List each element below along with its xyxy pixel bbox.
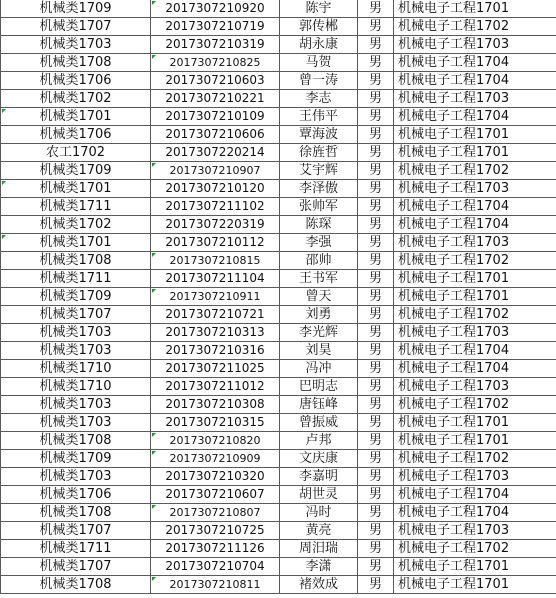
student-name-cell[interactable]: 陈琛 bbox=[280, 216, 358, 234]
student-name-cell[interactable]: 冯时 bbox=[280, 504, 358, 522]
student-id-cell[interactable]: 2017307210320 bbox=[151, 468, 280, 486]
gender-cell[interactable]: 男 bbox=[358, 36, 394, 54]
table-row bbox=[1, 468, 556, 486]
class-cell[interactable]: 机械类1708 bbox=[1, 504, 151, 522]
gender-cell[interactable]: 男 bbox=[358, 270, 394, 288]
major-class-cell[interactable]: 机械电子工程1703 bbox=[394, 324, 556, 342]
class-cell[interactable]: 机械类1702 bbox=[1, 216, 151, 234]
gender-cell[interactable]: 男 bbox=[358, 306, 394, 324]
class-cell[interactable]: 机械类1710 bbox=[1, 360, 151, 378]
student-id-cell[interactable]: 2017307210909 bbox=[151, 450, 280, 468]
student-name-cell[interactable]: 覃海波 bbox=[280, 126, 358, 144]
major-class-cell[interactable]: 机械电子工程1703 bbox=[394, 90, 556, 108]
class-cell[interactable]: 机械类1709 bbox=[1, 162, 151, 180]
major-class-cell[interactable]: 机械电子工程1704 bbox=[394, 360, 556, 378]
major-class-cell[interactable]: 机械电子工程1702 bbox=[394, 306, 556, 324]
table-row bbox=[1, 360, 556, 378]
major-class-cell[interactable]: 机械电子工程1702 bbox=[394, 396, 556, 414]
table-row bbox=[1, 342, 556, 360]
student-id-cell[interactable]: 2017307210603 bbox=[151, 72, 280, 90]
major-class-cell[interactable]: 机械电子工程1704 bbox=[394, 72, 556, 90]
table-row bbox=[1, 450, 556, 468]
class-cell[interactable]: 机械类1707 bbox=[1, 522, 151, 540]
gender-cell[interactable]: 男 bbox=[358, 180, 394, 198]
table-row bbox=[1, 198, 556, 216]
gender-cell[interactable]: 男 bbox=[358, 576, 394, 594]
table-row bbox=[1, 378, 556, 396]
class-cell[interactable]: 机械类1701 bbox=[1, 108, 151, 126]
major-class-cell[interactable]: 机械电子工程1701 bbox=[394, 414, 556, 432]
student-name-cell[interactable]: 卢邦 bbox=[280, 432, 358, 450]
student-name-cell[interactable]: 黄亮 bbox=[280, 522, 358, 540]
student-id-cell[interactable]: 2017307210221 bbox=[151, 90, 280, 108]
student-name-cell[interactable]: 艾宇辉 bbox=[280, 162, 358, 180]
table-row bbox=[1, 0, 556, 18]
gender-cell[interactable]: 男 bbox=[358, 378, 394, 396]
gender-cell[interactable]: 男 bbox=[358, 198, 394, 216]
student-id-cell[interactable]: 2017307220319 bbox=[151, 216, 280, 234]
table-row bbox=[1, 486, 556, 504]
student-name-cell[interactable]: 曾振威 bbox=[280, 414, 358, 432]
student-name-cell[interactable]: 张帅军 bbox=[280, 198, 358, 216]
gender-cell[interactable]: 男 bbox=[358, 126, 394, 144]
major-class-cell[interactable]: 机械电子工程1701 bbox=[394, 432, 556, 450]
major-class-cell[interactable]: 机械电子工程1704 bbox=[394, 504, 556, 522]
student-id-cell[interactable]: 2017307210719 bbox=[151, 18, 280, 36]
gender-cell[interactable]: 男 bbox=[358, 450, 394, 468]
student-name-cell[interactable]: 刘昊 bbox=[280, 342, 358, 360]
table-row bbox=[1, 72, 556, 90]
table-row bbox=[1, 504, 556, 522]
class-cell[interactable]: 机械类1707 bbox=[1, 558, 151, 576]
student-id-cell[interactable]: 2017307211102 bbox=[151, 198, 280, 216]
student-name-cell[interactable]: 李强 bbox=[280, 234, 358, 252]
student-name-cell[interactable]: 王伟平 bbox=[280, 108, 358, 126]
student-id-cell[interactable]: 2017307210911 bbox=[151, 288, 280, 306]
table-row bbox=[1, 54, 556, 72]
gender-cell[interactable]: 男 bbox=[358, 216, 394, 234]
table-row bbox=[1, 270, 556, 288]
student-id-cell[interactable]: 2017307210807 bbox=[151, 504, 280, 522]
student-name-cell[interactable]: 胡世灵 bbox=[280, 486, 358, 504]
student-id-cell[interactable]: 2017307210607 bbox=[151, 486, 280, 504]
student-name-cell[interactable]: 李志 bbox=[280, 90, 358, 108]
major-class-cell[interactable]: 机械电子工程1703 bbox=[394, 234, 556, 252]
class-cell[interactable]: 机械类1711 bbox=[1, 540, 151, 558]
class-cell[interactable]: 机械类1706 bbox=[1, 126, 151, 144]
gender-cell[interactable]: 男 bbox=[358, 90, 394, 108]
student-id-cell[interactable]: 2017307210319 bbox=[151, 36, 280, 54]
class-cell[interactable]: 机械类1706 bbox=[1, 486, 151, 504]
class-cell[interactable]: 机械类1708 bbox=[1, 252, 151, 270]
student-id-cell[interactable]: 2017307210313 bbox=[151, 324, 280, 342]
major-class-cell[interactable]: 机械电子工程1703 bbox=[394, 36, 556, 54]
gender-cell[interactable]: 男 bbox=[358, 288, 394, 306]
gender-cell[interactable]: 男 bbox=[358, 468, 394, 486]
major-class-cell[interactable]: 机械电子工程1704 bbox=[394, 108, 556, 126]
table-row bbox=[1, 576, 556, 594]
gender-cell[interactable]: 男 bbox=[358, 324, 394, 342]
major-class-cell[interactable]: 机械电子工程1703 bbox=[394, 468, 556, 486]
major-class-cell[interactable]: 机械电子工程1701 bbox=[394, 576, 556, 594]
major-class-cell[interactable]: 机械电子工程1702 bbox=[394, 162, 556, 180]
student-id-cell[interactable]: 2017307210907 bbox=[151, 162, 280, 180]
class-cell[interactable]: 机械类1703 bbox=[1, 468, 151, 486]
gender-cell[interactable]: 男 bbox=[358, 342, 394, 360]
major-class-cell[interactable]: 机械电子工程1703 bbox=[394, 522, 556, 540]
major-class-cell[interactable]: 机械电子工程1701 bbox=[394, 270, 556, 288]
student-name-cell[interactable]: 曾天 bbox=[280, 288, 358, 306]
gender-cell[interactable]: 男 bbox=[358, 162, 394, 180]
major-class-cell[interactable]: 机械电子工程1702 bbox=[394, 18, 556, 36]
table-row bbox=[1, 522, 556, 540]
student-name-cell[interactable]: 李潇 bbox=[280, 558, 358, 576]
class-cell[interactable]: 机械类1703 bbox=[1, 414, 151, 432]
class-cell[interactable]: 机械类1703 bbox=[1, 396, 151, 414]
student-name-cell[interactable]: 唐钰峰 bbox=[280, 396, 358, 414]
major-class-cell[interactable]: 机械电子工程1703 bbox=[394, 180, 556, 198]
class-cell[interactable]: 机械类1702 bbox=[1, 90, 151, 108]
gender-cell[interactable]: 男 bbox=[358, 396, 394, 414]
gender-cell[interactable]: 男 bbox=[358, 0, 394, 18]
table-row bbox=[1, 324, 556, 342]
gender-cell[interactable]: 男 bbox=[358, 72, 394, 90]
student-id-cell[interactable]: 2017307210811 bbox=[151, 576, 280, 594]
student-name-cell[interactable]: 文庆康 bbox=[280, 450, 358, 468]
student-name-cell[interactable]: 胡永康 bbox=[280, 36, 358, 54]
major-class-cell[interactable]: 机械电子工程1702 bbox=[394, 252, 556, 270]
gender-cell[interactable]: 男 bbox=[358, 486, 394, 504]
student-id-cell[interactable]: 2017307210120 bbox=[151, 180, 280, 198]
student-id-cell[interactable]: 2017307210920 bbox=[151, 0, 280, 18]
student-id-cell[interactable]: 2017307210112 bbox=[151, 234, 280, 252]
gender-cell[interactable]: 男 bbox=[358, 522, 394, 540]
table-row bbox=[1, 144, 556, 162]
table-body bbox=[1, 0, 556, 594]
major-class-cell[interactable]: 机械电子工程1704 bbox=[394, 486, 556, 504]
gender-cell[interactable]: 男 bbox=[358, 18, 394, 36]
gender-cell[interactable]: 男 bbox=[358, 360, 394, 378]
student-id-cell[interactable]: 2017307210308 bbox=[151, 396, 280, 414]
class-cell[interactable]: 机械类1703 bbox=[1, 342, 151, 360]
student-id-cell[interactable]: 2017307210316 bbox=[151, 342, 280, 360]
table-row bbox=[1, 252, 556, 270]
student-name-cell[interactable]: 李嘉明 bbox=[280, 468, 358, 486]
class-cell[interactable]: 机械类1708 bbox=[1, 54, 151, 72]
gender-cell[interactable]: 男 bbox=[358, 558, 394, 576]
major-class-cell[interactable]: 机械电子工程1704 bbox=[394, 54, 556, 72]
class-cell[interactable]: 机械类1710 bbox=[1, 378, 151, 396]
major-class-cell[interactable]: 机械电子工程1704 bbox=[394, 216, 556, 234]
student-name-cell[interactable]: 李光辉 bbox=[280, 324, 358, 342]
table-row bbox=[1, 432, 556, 450]
table-row bbox=[1, 162, 556, 180]
class-cell[interactable]: 机械类1707 bbox=[1, 18, 151, 36]
class-cell[interactable]: 机械类1701 bbox=[1, 180, 151, 198]
gender-cell[interactable]: 男 bbox=[358, 504, 394, 522]
class-cell[interactable]: 机械类1706 bbox=[1, 72, 151, 90]
student-id-cell[interactable]: 2017307211025 bbox=[151, 360, 280, 378]
table-row bbox=[1, 540, 556, 558]
major-class-cell[interactable]: 机械电子工程1704 bbox=[394, 198, 556, 216]
student-name-cell[interactable]: 郭传郴 bbox=[280, 18, 358, 36]
class-cell[interactable]: 机械类1711 bbox=[1, 198, 151, 216]
gender-cell[interactable]: 男 bbox=[358, 108, 394, 126]
table-row bbox=[1, 36, 556, 54]
major-class-cell[interactable]: 机械电子工程1701 bbox=[394, 126, 556, 144]
table-row bbox=[1, 288, 556, 306]
student-name-cell[interactable]: 陈宇 bbox=[280, 0, 358, 18]
table-row bbox=[1, 306, 556, 324]
student-id-cell[interactable]: 2017307220214 bbox=[151, 144, 280, 162]
student-name-cell[interactable]: 徐旌哲 bbox=[280, 144, 358, 162]
table-row bbox=[1, 180, 556, 198]
table-row bbox=[1, 558, 556, 576]
gender-cell[interactable]: 男 bbox=[358, 234, 394, 252]
student-id-cell[interactable]: 2017307210109 bbox=[151, 108, 280, 126]
student-id-cell[interactable]: 2017307210725 bbox=[151, 522, 280, 540]
student-name-cell[interactable]: 王书军 bbox=[280, 270, 358, 288]
gender-cell[interactable]: 男 bbox=[358, 54, 394, 72]
class-cell[interactable]: 机械类1703 bbox=[1, 36, 151, 54]
table-row bbox=[1, 126, 556, 144]
student-name-cell[interactable]: 李泽傲 bbox=[280, 180, 358, 198]
major-class-cell[interactable]: 机械电子工程1704 bbox=[394, 342, 556, 360]
student-id-cell[interactable]: 2017307211104 bbox=[151, 270, 280, 288]
major-class-cell[interactable]: 机械电子工程1703 bbox=[394, 378, 556, 396]
class-cell[interactable]: 机械类1708 bbox=[1, 576, 151, 594]
class-cell[interactable]: 机械类1707 bbox=[1, 306, 151, 324]
student-name-cell[interactable]: 周汨瑞 bbox=[280, 540, 358, 558]
student-id-cell[interactable]: 2017307210315 bbox=[151, 414, 280, 432]
table-row bbox=[1, 396, 556, 414]
major-class-cell[interactable]: 机械电子工程1702 bbox=[394, 540, 556, 558]
class-cell[interactable]: 机械类1703 bbox=[1, 324, 151, 342]
student-id-cell[interactable]: 2017307210606 bbox=[151, 126, 280, 144]
gender-cell[interactable]: 男 bbox=[358, 252, 394, 270]
major-class-cell[interactable]: 机械电子工程1701 bbox=[394, 144, 556, 162]
student-name-cell[interactable]: 褚效成 bbox=[280, 576, 358, 594]
class-cell[interactable]: 机械类1701 bbox=[1, 234, 151, 252]
class-cell[interactable]: 机械类1709 bbox=[1, 288, 151, 306]
table-row bbox=[1, 90, 556, 108]
student-id-cell[interactable]: 2017307210820 bbox=[151, 432, 280, 450]
table-row bbox=[1, 108, 556, 126]
student-id-cell[interactable]: 2017307210825 bbox=[151, 54, 280, 72]
student-name-cell[interactable]: 刘勇 bbox=[280, 306, 358, 324]
student-id-cell[interactable]: 2017307210721 bbox=[151, 306, 280, 324]
gender-cell[interactable]: 男 bbox=[358, 540, 394, 558]
class-cell[interactable]: 机械类1709 bbox=[1, 0, 151, 18]
major-class-cell[interactable]: 机械电子工程1701 bbox=[394, 0, 556, 18]
table-row bbox=[1, 18, 556, 36]
class-cell[interactable]: 农工1702 bbox=[1, 144, 151, 162]
class-cell[interactable]: 机械类1711 bbox=[1, 270, 151, 288]
student-name-cell[interactable]: 巴明志 bbox=[280, 378, 358, 396]
gender-cell[interactable]: 男 bbox=[358, 414, 394, 432]
table-row bbox=[1, 216, 556, 234]
student-name-cell[interactable]: 曾一涛 bbox=[280, 72, 358, 90]
class-cell[interactable]: 机械类1709 bbox=[1, 450, 151, 468]
gender-cell[interactable]: 男 bbox=[358, 432, 394, 450]
class-cell[interactable]: 机械类1708 bbox=[1, 432, 151, 450]
student-id-cell[interactable]: 2017307211012 bbox=[151, 378, 280, 396]
major-class-cell[interactable]: 机械电子工程1701 bbox=[394, 288, 556, 306]
table-row bbox=[1, 414, 556, 432]
student-name-cell[interactable]: 冯冲 bbox=[280, 360, 358, 378]
student-id-cell[interactable]: 2017307210704 bbox=[151, 558, 280, 576]
major-class-cell[interactable]: 机械电子工程1701 bbox=[394, 558, 556, 576]
gender-cell[interactable]: 男 bbox=[358, 144, 394, 162]
student-name-cell[interactable]: 马贺 bbox=[280, 54, 358, 72]
major-class-cell[interactable]: 机械电子工程1702 bbox=[394, 450, 556, 468]
table-row bbox=[1, 234, 556, 252]
student-name-cell[interactable]: 邵帅 bbox=[280, 252, 358, 270]
student-id-cell[interactable]: 2017307210815 bbox=[151, 252, 280, 270]
student-id-cell[interactable]: 2017307211126 bbox=[151, 540, 280, 558]
